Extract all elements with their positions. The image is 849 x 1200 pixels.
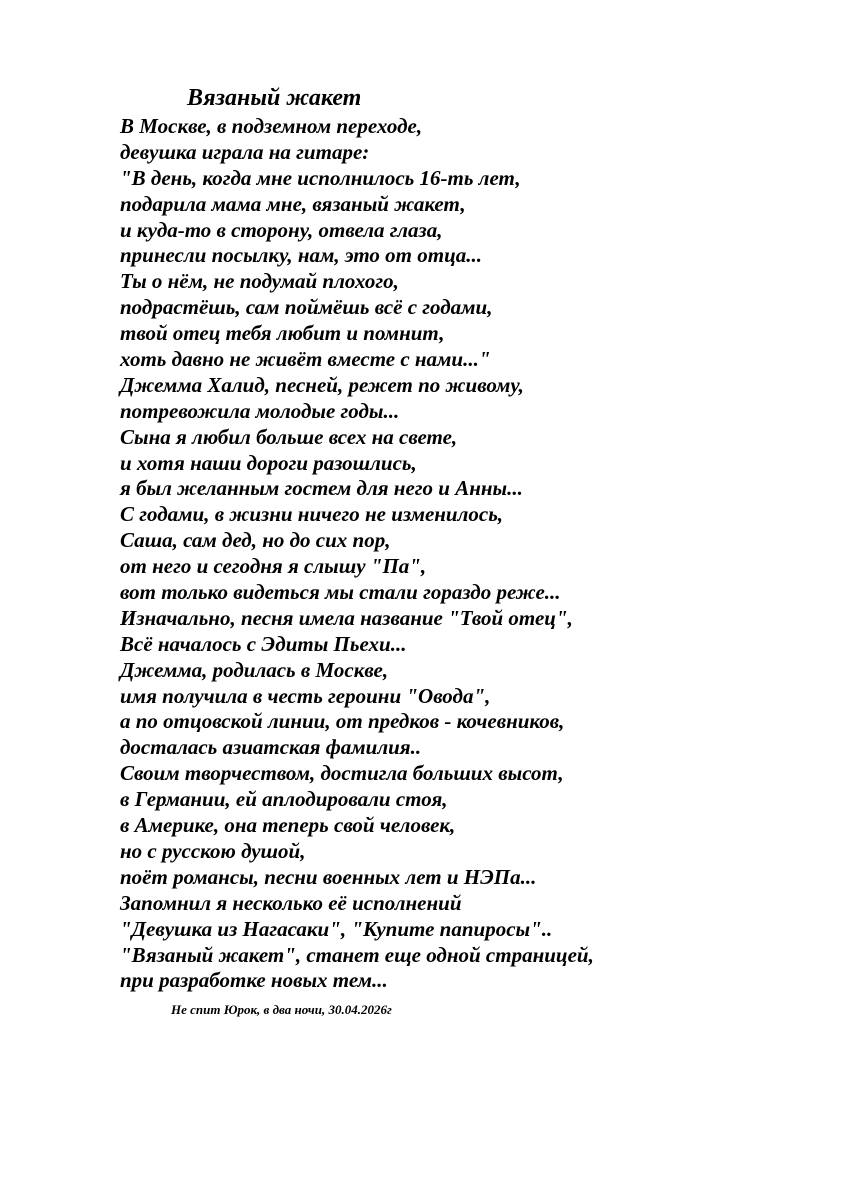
- poem-line: в Америке, она теперь свой человек,: [120, 813, 456, 838]
- poem-line: я был желанным гостем для него и Анны...: [120, 476, 523, 501]
- poem-line: Запомнил я несколько её исполнений: [120, 890, 462, 915]
- poem-body: [120, 114, 820, 994]
- poem-line: от него и сегодня я слышу "Па",: [120, 554, 427, 579]
- poem-line: Ты о нём, не подумай плохого,: [120, 269, 399, 294]
- poem-line: Всё началось с Эдиты Пьехи...: [120, 631, 407, 656]
- poem-line: подрастёшь, сам поймёшь всё с годами,: [120, 295, 493, 320]
- poem-line: Джемма, родилась в Москве,: [120, 657, 389, 682]
- poem-line: девушка играла на гитаре:: [120, 139, 370, 164]
- poem-line: подарила мама мне, вязаный жакет,: [120, 191, 466, 216]
- poem-line: принесли посылку, нам, это от отца...: [120, 243, 482, 268]
- poem-line: В Москве, в подземном переходе,: [120, 114, 423, 138]
- poem-line: С годами, в жизни ничего не изменилось,: [120, 502, 504, 527]
- poem-line: и хотя наши дороги разошлись,: [120, 450, 417, 475]
- poem-line: поёт романсы, песни военных лет и НЭПа...: [120, 864, 537, 889]
- poem-line: досталась азиатская фамилия..: [120, 735, 422, 760]
- poem-line: но с русскою душой,: [120, 838, 306, 863]
- poem-line: имя получила в честь героини "Овода",: [120, 683, 491, 708]
- poem-title: Вязаный жакет: [187, 85, 362, 111]
- poem-line: в Германии, ей аплодировали стоя,: [120, 787, 448, 812]
- poem-line: твой отец тебя любит и помнит,: [120, 321, 445, 346]
- poem-line: Саша, сам дед, но до сих пор,: [120, 528, 391, 553]
- poem-line: а по отцовской линии, от предков - кочевников,: [120, 709, 565, 734]
- poem-line: "Вязаный жакет", станет еще одной страницей,: [120, 942, 594, 967]
- author-signature: Не спит Юрок, в два ночи, 30.04.2026г: [171, 1002, 392, 1017]
- poem-line: вот только видеться мы стали гораздо реже...: [120, 580, 561, 605]
- poem-line: хоть давно не живёт вместе с нами...": [120, 347, 491, 372]
- poem-line: при разработке новых тем...: [120, 968, 388, 993]
- poem-line: Своим творчеством, достигла больших высот,: [120, 761, 564, 786]
- poem-line: и куда-то в сторону, отвела глаза,: [120, 217, 443, 242]
- poem-line: Изначально, песня имела название "Твой отец",: [120, 605, 573, 630]
- poem-line: "В день, когда мне исполнилось 16-ть лет,: [120, 165, 521, 190]
- poem-line: "Девушка из Нагасаки", "Купите папиросы"..: [120, 916, 553, 941]
- poem-line: Джемма Халид, песней, режет по живому,: [120, 372, 524, 397]
- poem-line: потревожила молодые годы...: [120, 398, 400, 423]
- poem-line: Сына я любил больше всех на свете,: [120, 424, 458, 449]
